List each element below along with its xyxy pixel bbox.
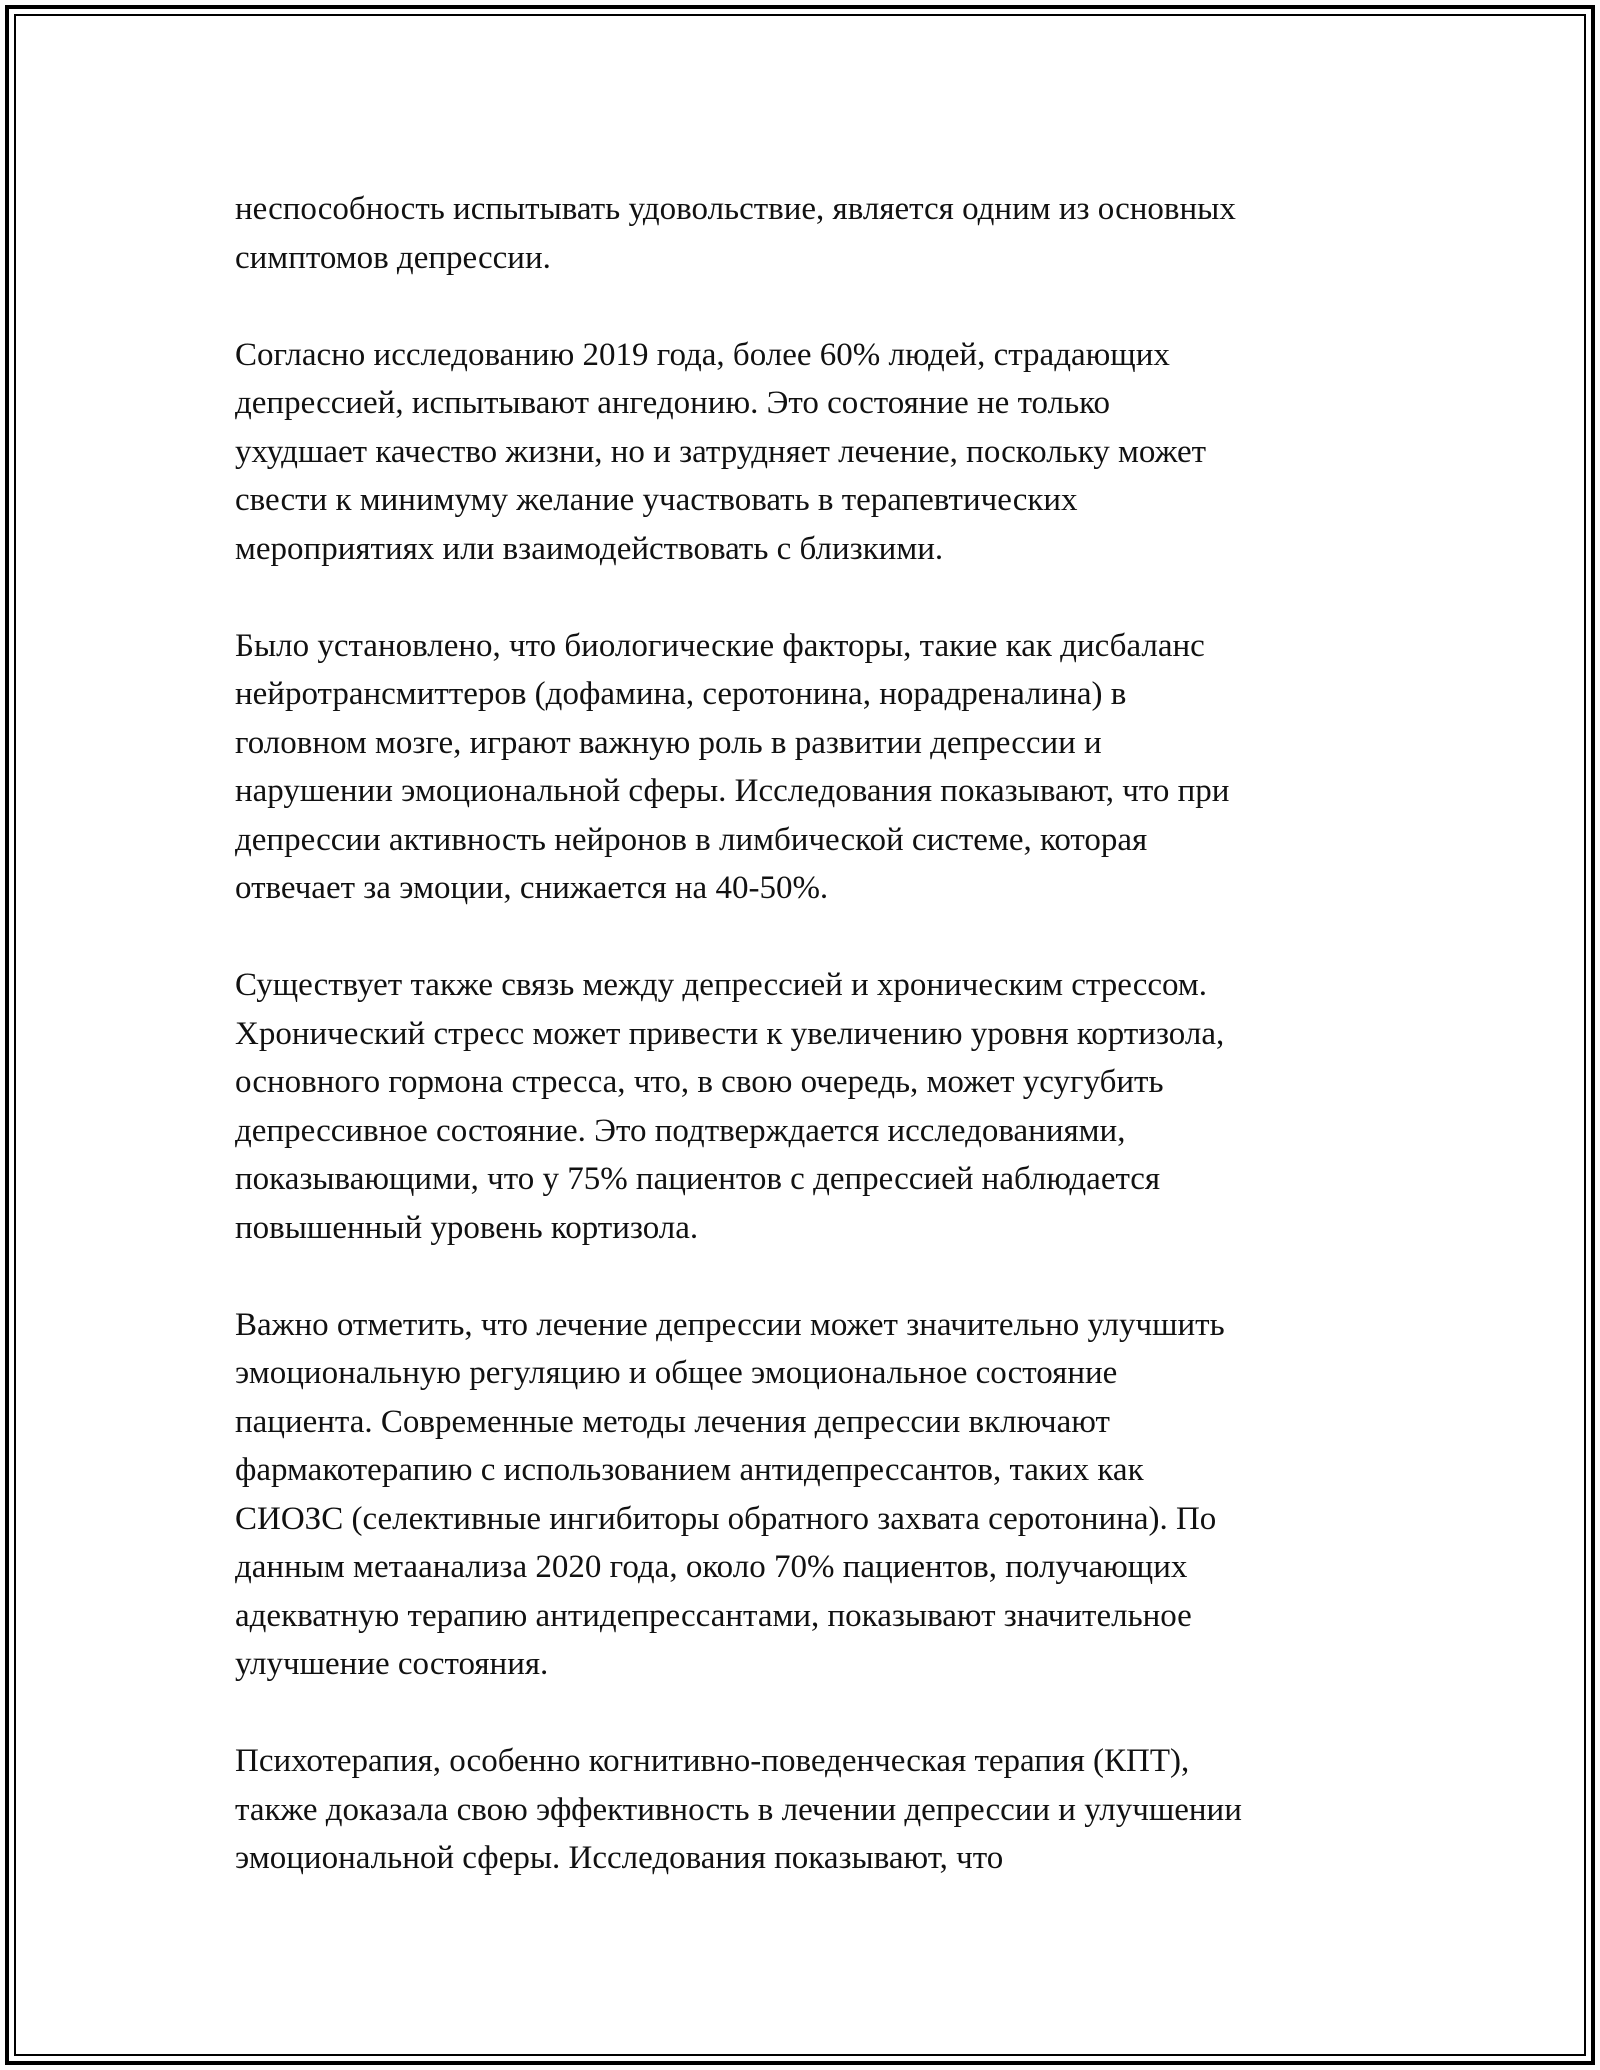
paragraph-treatment [235,1301,1365,1689]
text-line: нейротрансмиттеров (дофамина, серотонина, норадреналина) в [235,676,1127,712]
paragraph-psychotherapy [235,1737,1365,1883]
text-line: данным метаанализа 2020 года, около 70% пациентов, получающих [235,1549,1188,1585]
text-line: основного гормона стресса, что, в свою очередь, может усугубить [235,1064,1164,1100]
text-line: фармакотерапию с использованием антидепрессантов, таких как [235,1452,1144,1488]
text-line: симптомов депрессии. [235,239,551,276]
text-line: депрессивное состояние. Это подтверждается исследованиями, [235,1112,1126,1149]
paragraph-chronic-stress [235,961,1365,1252]
text-line: Существует также связь между депрессией и хроническим стрессом. [235,967,1208,1003]
text-line: Было установлено, что биологические факторы, такие как дисбаланс [235,627,1205,664]
text-line: пациента. Современные методы лечения депрессии включают [235,1403,1110,1440]
text-line: эмоциональной сферы. Исследования показывают, что [235,1840,1004,1876]
text-line: головном мозге, играют важную роль в развитии депрессии и [235,724,1102,761]
text-line: СИОЗС (селективные ингибиторы обратного захвата серотонина). По [235,1500,1217,1537]
text-line: показывающими, что у 75% пациентов с депрессией наблюдается [235,1161,1161,1197]
text-line: Согласно исследованию 2019 года, более 60% людей, страдающих [235,336,1170,373]
paragraph-study-2019 [235,331,1365,574]
text-line: также доказала свою эффективность в лечении депрессии и улучшении [235,1791,1242,1828]
text-line: Важно отметить, что лечение депрессии может значительно улучшить [235,1306,1225,1343]
text-line: эмоциональную регуляцию и общее эмоциональное состояние [235,1355,1118,1391]
text-line: депрессией, испытывают ангедонию. Это состояние не только [235,385,1110,421]
document-body [235,185,1365,1931]
text-line: адекватную терапию антидепрессантами, показывают значительное [235,1597,1192,1634]
text-line: свести к минимуму желание участвовать в терапевтических [235,482,1078,518]
paragraph-anhedonia-intro [235,185,1365,282]
text-line: мероприятиях или взаимодействовать с близкими. [235,530,944,567]
text-line: улучшение состояния. [235,1646,549,1682]
text-line: депрессии активность нейронов в лимбической системе, которая [235,821,1148,858]
text-line: нарушении эмоциональной сферы. Исследования показывают, что при [235,773,1230,809]
text-line: ухудшает качество жизни, но и затрудняет лечение, поскольку может [235,433,1207,470]
text-line: повышенный уровень кортизола. [235,1209,699,1246]
text-line: Психотерапия, особенно когнитивно-поведенческая терапия (КПТ), [235,1743,1190,1779]
text-line: неспособность испытывать удовольствие, является одним из основных [235,191,1236,227]
paragraph-biological-factors [235,622,1365,913]
text-line: Хронический стресс может привести к увеличению уровня кортизола, [235,1015,1225,1052]
text-line: отвечает за эмоции, снижается на 40-50%. [235,870,829,906]
